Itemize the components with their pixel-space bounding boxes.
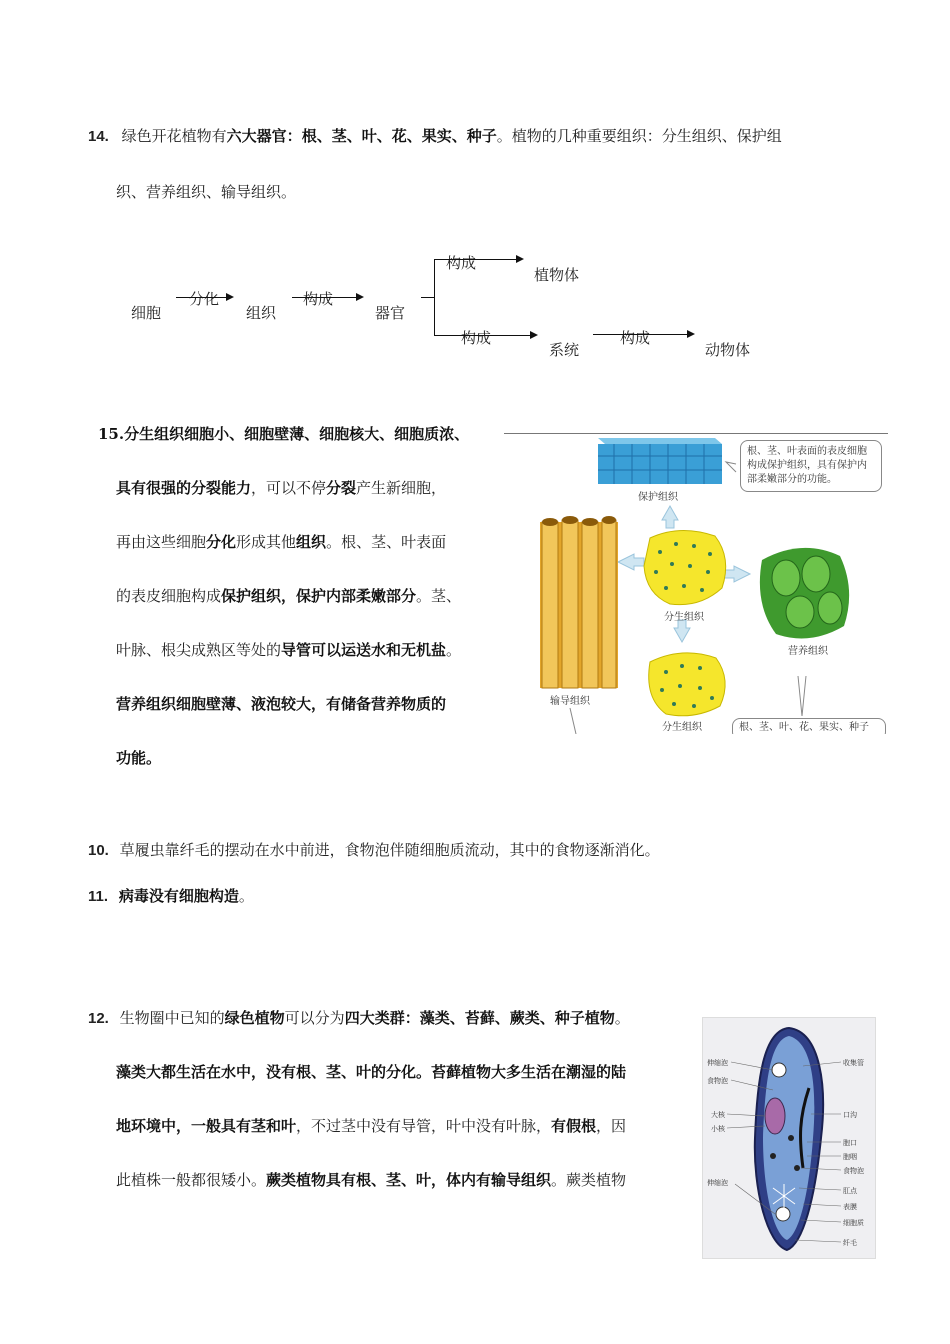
conductive-tissue-image [540, 516, 618, 688]
item12-line2: 藻类大都生活在水中，没有根、茎、叶的分化。苔藓植物大多生活在潮湿的陆 [116, 1063, 627, 1081]
para-label-right-1: 口沟 [843, 1111, 857, 1119]
arrow-differentiate [176, 297, 232, 298]
item-number: 11. [88, 888, 109, 905]
diagram-plant: 植物体 [534, 266, 580, 284]
item15-line2: 具有很强的分裂能力，可以不停分裂产生新细胞， [116, 479, 447, 497]
item15-line3: 再由这些细胞分化形成其他组织。根、茎、叶表面 [116, 533, 447, 551]
para-label-left-1: 食物泡 [707, 1077, 728, 1085]
label-conductive: 输导组织 [550, 696, 590, 707]
item-number: 14. [88, 128, 109, 145]
paramecium-figure [702, 1017, 876, 1259]
label-meristem-1: 分生组织 [664, 612, 704, 623]
label-meristem-2: 分生组织 [662, 722, 702, 733]
arrow-form-last [593, 334, 693, 335]
para-label-right-8: 纤毛 [843, 1239, 857, 1247]
para-label-right-0: 收集管 [843, 1059, 864, 1067]
item-number: 12. [88, 1010, 109, 1027]
para-label-right-3: 胞咽 [843, 1153, 857, 1161]
para-label-left-2: 大核 [711, 1111, 725, 1119]
item15-line5: 叶脉、根尖成熟区等处的导管可以运送水和无机盐。 [116, 641, 462, 659]
nutrient-tissue-image [760, 548, 849, 639]
arrow-form-down [434, 335, 536, 336]
diagram-animal: 动物体 [705, 341, 751, 359]
para-label-right-5: 肛点 [843, 1187, 857, 1195]
item12-line4: 此植株一般都很矮小。蕨类植物具有根、茎、叶，体内有输导组织。蕨类植物 [116, 1171, 627, 1189]
item15-line1: 15.分生组织细胞小、细胞壁薄、细胞核大、细胞质浓、 [98, 425, 470, 443]
figure-top-rule [504, 433, 888, 434]
para-label-left-0: 伸缩泡 [707, 1059, 728, 1067]
item12-line3: 地环境中，一般具有茎和叶，不过茎中没有导管，叶中没有叶脉，有假根，因 [116, 1117, 627, 1135]
item10: 10. 草履虫靠纤毛的摆动在水中前进，食物泡伴随细胞质流动，其中的食物逐渐消化。 [88, 841, 660, 859]
meristem-image-1 [644, 530, 726, 604]
item12-line1: 12. 生物圈中已知的绿色植物可以分为四大类群：藻类、苔藓、蕨类、种子植物。 [88, 1009, 630, 1027]
arrow-form-up [434, 259, 522, 260]
meristem-image-2 [649, 653, 725, 716]
diagram-cell: 细胞 [131, 304, 162, 322]
item15-line6: 营养组织细胞壁薄、液泡较大，有储备营养物质的 [116, 695, 447, 713]
para-label-left-4: 伸缩泡 [707, 1179, 728, 1187]
diagram-form-up: 构成 [446, 254, 477, 272]
item-number: 10. [88, 842, 109, 859]
para-label-right-6: 表膜 [843, 1203, 857, 1211]
item14-line2: 织、营养组织、输导组织。 [116, 183, 297, 201]
callout-organs: 根、茎、叶、花、果实、种子 [732, 718, 886, 734]
plant-tissue-figure [510, 436, 890, 734]
diagram-form-down: 构成 [461, 329, 492, 347]
para-label-right-4: 食物泡 [843, 1167, 864, 1175]
item11: 11. 病毒没有细胞构造。 [88, 887, 254, 905]
para-label-right-2: 胞口 [843, 1139, 857, 1147]
callout-protective: 根、茎、叶表面的表皮细胞构成保护组织，具有保护内部柔嫩部分的功能。 [740, 440, 882, 492]
diagram-differentiate: 分化 [189, 290, 220, 308]
protective-tissue-image [598, 438, 722, 484]
diagram-organ: 器官 [375, 304, 406, 322]
diagram-form-last: 构成 [620, 329, 651, 347]
diagram-system: 系统 [549, 341, 580, 359]
branch-stub [421, 297, 434, 298]
branch-vertical [434, 259, 435, 335]
diagram-tissue: 组织 [246, 304, 277, 322]
label-protective: 保护组织 [638, 492, 678, 503]
item15-line7: 功能。 [116, 749, 162, 767]
arrow-form1 [292, 297, 362, 298]
item14-line1: 14. 绿色开花植物有六大器官：根、茎、叶、花、果实、种子。植物的几种重要组织：分生组织、保护组 [88, 127, 782, 145]
label-nutrient: 营养组织 [788, 646, 828, 657]
para-label-left-3: 小核 [711, 1125, 725, 1133]
diagram-form1: 构成 [303, 290, 334, 308]
item15-line4: 的表皮细胞构成保护组织，保护内部柔嫩部分。茎、 [116, 587, 462, 605]
para-label-right-7: 细胞质 [843, 1219, 864, 1227]
